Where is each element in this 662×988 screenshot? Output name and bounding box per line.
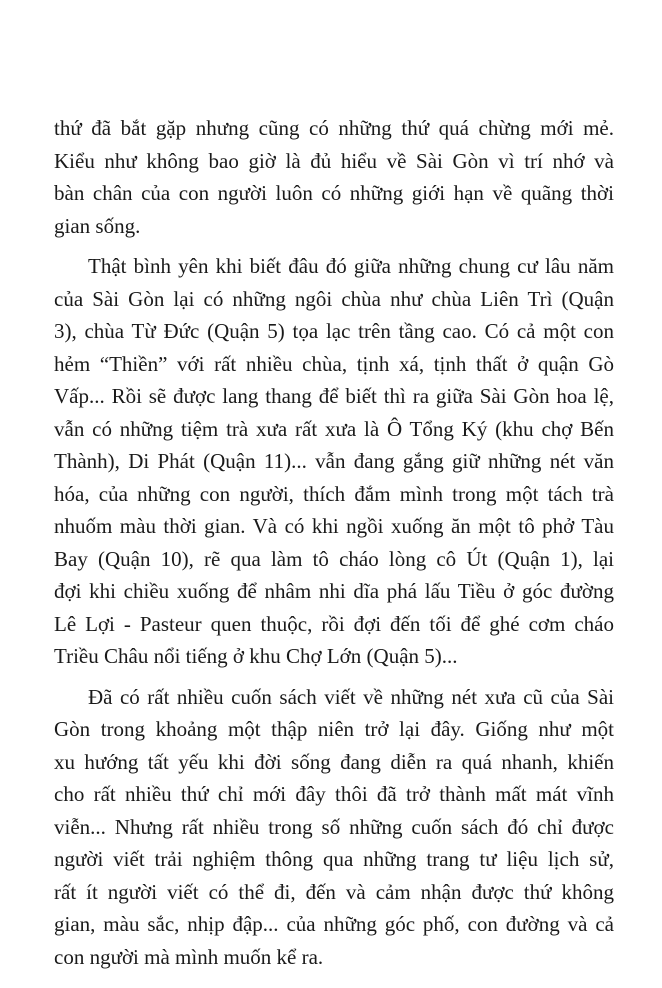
text-line: hẻm “Thiền” với rất nhiều chùa, tịnh xá, tịnh thất ở quận Gò xyxy=(54,351,614,376)
text-line: 3), chùa Từ Đức (Quận 5) tọa lạc trên tầng cao. Có cả một con xyxy=(54,319,614,343)
text-line: người viết trải nghiệm thông qua những trang tư liệu lịch sử, xyxy=(54,847,614,871)
text-line: nhuốm màu thời gian. Và có khi ngồi xuống ăn một tô phở Tàu xyxy=(54,514,614,538)
text-line: Bay (Quận 10), rẽ qua làm tô cháo lòng cô Út (Quận 1), lại xyxy=(54,546,614,571)
text-line: Gòn trong khoảng một thập niên trở lại đây. Giống như một xyxy=(54,717,614,741)
text-line: của Sài Gòn lại có những ngôi chùa như chùa Liên Trì (Quận xyxy=(54,286,614,311)
text-line: cho rất nhiều thứ chỉ mới đây thôi đã trở thành mất mát vĩnh xyxy=(54,782,614,806)
text-line: gian, màu sắc, nhịp đập... của những góc phố, con đường và cả xyxy=(54,912,614,936)
text-line: con người mà mình muốn kể ra. xyxy=(54,944,324,969)
text-line: Thành), Di Phát (Quận 11)... vẫn đang gắng giữ những nét văn xyxy=(54,449,614,473)
text-line: xu hướng tất yếu khi đời sống đang diễn ra quá nhanh, khiến xyxy=(54,749,614,774)
text-line: Vấp... Rồi sẽ được lang thang để biết thì ra giữa Sài Gòn hoa lệ, xyxy=(54,384,614,408)
body-text xyxy=(54,112,614,981)
text-line: vẫn có những tiệm trà xưa rất xưa là Ô Tổng Ký (khu chợ Bến xyxy=(54,416,614,441)
paragraph-3 xyxy=(54,681,614,974)
paragraph-1 xyxy=(54,112,614,242)
text-line: Lê Lợi - Pasteur quen thuộc, rồi đợi đến tối để ghé cơm cháo xyxy=(54,611,614,636)
text-line: Thật bình yên khi biết đâu đó giữa những chung cư lâu năm xyxy=(88,254,614,278)
text-line: thứ đã bắt gặp nhưng cũng có những thứ quá chừng mới mẻ. xyxy=(54,116,614,140)
text-line: Đã có rất nhiều cuốn sách viết về những nét xưa cũ của Sài xyxy=(88,684,614,709)
paragraph-2 xyxy=(54,250,614,673)
text-line: bàn chân của con người luôn có những giới hạn về quãng thời xyxy=(54,181,614,205)
text-line: đợi khi chiều xuống để nhâm nhi dĩa phá lấu Tiều ở góc đường xyxy=(54,579,614,603)
text-line: rất ít người viết có thể đi, đến và cảm nhận được thứ không xyxy=(54,879,614,904)
text-line: hóa, của những con người, thích đắm mình trong một tách trà xyxy=(54,481,614,506)
text-line: Triều Châu nổi tiếng ở khu Chợ Lớn (Quận 5)... xyxy=(54,644,458,668)
text-line: gian sống. xyxy=(54,213,141,238)
text-line: viễn... Nhưng rất nhiều trong số những cuốn sách đó chỉ được xyxy=(54,814,614,839)
text-line: Kiểu như không bao giờ là đủ hiểu về Sài Gòn vì trí nhớ và xyxy=(54,148,614,173)
